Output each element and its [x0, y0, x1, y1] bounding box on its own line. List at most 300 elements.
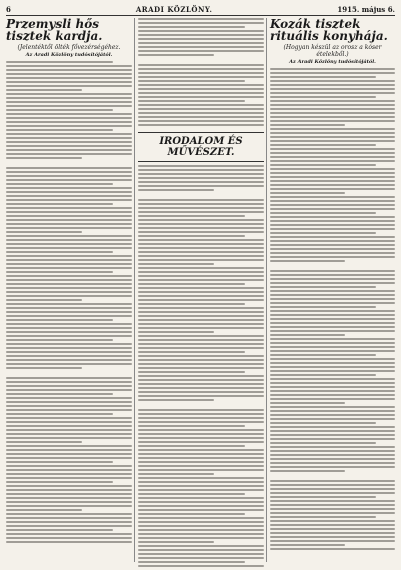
text-line	[6, 271, 113, 273]
text-line	[270, 256, 395, 258]
page-header	[6, 3, 395, 16]
text-line	[6, 339, 113, 341]
column-right	[270, 18, 395, 564]
text-line	[270, 362, 395, 364]
text-line	[138, 375, 264, 377]
text-line	[6, 465, 132, 467]
text-line	[138, 399, 214, 401]
text-line	[270, 100, 395, 102]
text-line	[270, 252, 395, 254]
article-headline: Przemysli hős tisztek kardja.	[6, 17, 103, 43]
text-line	[270, 236, 395, 238]
text-line	[138, 421, 264, 423]
text-line	[138, 441, 264, 443]
text-line	[6, 187, 132, 189]
text-line	[270, 500, 395, 502]
text-line	[6, 311, 132, 313]
text-line	[138, 46, 264, 48]
text-line	[6, 73, 132, 75]
text-line	[6, 231, 82, 233]
text-line	[138, 219, 264, 221]
text-line	[270, 334, 345, 336]
text-line	[270, 454, 395, 456]
text-line	[138, 263, 214, 265]
text-line	[138, 30, 264, 32]
text-line	[138, 417, 264, 419]
text-line	[138, 485, 264, 487]
text-line	[138, 453, 264, 455]
text-line	[6, 129, 113, 131]
text-line	[6, 525, 132, 527]
text-line	[270, 164, 376, 166]
text-line	[270, 382, 395, 384]
text-line	[6, 97, 132, 99]
text-line	[138, 549, 264, 551]
text-line	[138, 177, 264, 179]
text-line	[138, 425, 245, 427]
text-line	[138, 553, 264, 555]
text-line	[6, 489, 132, 491]
text-line	[270, 350, 395, 352]
text-line	[138, 108, 264, 110]
text-line	[138, 255, 264, 257]
text-line	[270, 270, 395, 272]
text-line	[270, 480, 395, 482]
text-line	[6, 473, 132, 475]
text-line	[270, 488, 395, 490]
text-line	[6, 195, 132, 197]
text-line	[138, 311, 264, 313]
text-line	[6, 191, 132, 193]
text-line	[6, 469, 132, 471]
text-line	[270, 120, 395, 122]
text-line	[138, 68, 264, 70]
text-line	[6, 263, 132, 265]
text-line	[270, 68, 395, 70]
text-line	[6, 259, 132, 261]
text-line	[270, 536, 395, 538]
text-line	[6, 81, 132, 83]
text-line	[270, 104, 395, 106]
text-line	[270, 318, 395, 320]
text-line	[6, 477, 132, 479]
text-line	[138, 449, 264, 451]
text-line	[6, 335, 132, 337]
text-line	[270, 306, 376, 308]
text-line	[6, 167, 132, 169]
text-line	[270, 496, 376, 498]
text-line	[6, 315, 132, 317]
text-line	[138, 473, 214, 475]
text-line	[270, 132, 395, 134]
text-line	[270, 512, 395, 514]
text-line	[138, 413, 264, 415]
text-line	[6, 113, 132, 115]
text-line	[270, 540, 395, 542]
article-subheading: (Hogyan készül az orosz a kóser ételekből.)	[283, 44, 382, 58]
text-line	[6, 251, 113, 253]
text-line	[270, 260, 345, 262]
text-line	[270, 192, 345, 194]
text-line	[138, 379, 264, 381]
text-line	[138, 291, 264, 293]
text-line	[138, 363, 264, 365]
text-line	[6, 433, 132, 435]
text-line	[6, 279, 132, 281]
text-line	[6, 69, 132, 71]
text-line	[138, 509, 264, 511]
text-line	[6, 235, 132, 237]
text-line	[270, 470, 345, 472]
text-line	[138, 215, 245, 217]
text-line	[138, 112, 264, 114]
text-line	[138, 299, 264, 301]
text-line	[138, 433, 264, 435]
text-line	[6, 461, 113, 463]
text-line	[270, 156, 395, 158]
text-line	[270, 294, 395, 296]
text-line	[138, 339, 264, 341]
text-line	[138, 561, 245, 563]
text-line	[270, 84, 395, 86]
text-line	[6, 355, 132, 357]
text-line	[270, 520, 395, 522]
text-line	[270, 290, 395, 292]
text-line	[6, 149, 132, 151]
text-line	[138, 371, 245, 373]
text-line	[270, 180, 395, 182]
text-line	[270, 80, 395, 82]
text-line	[270, 458, 395, 460]
text-line	[6, 175, 132, 177]
text-line	[270, 184, 395, 186]
text-line	[6, 109, 113, 111]
text-line	[6, 485, 132, 487]
text-line	[6, 291, 132, 293]
text-line	[270, 212, 376, 214]
text-line	[270, 148, 395, 150]
text-line	[138, 383, 264, 385]
text-line	[270, 244, 395, 246]
text-line	[138, 104, 264, 106]
text-line	[270, 358, 395, 360]
issue-date: 1915. május 6.	[337, 4, 395, 14]
text-line	[6, 385, 132, 387]
text-line	[6, 453, 132, 455]
text-line	[270, 418, 395, 420]
text-line	[6, 343, 132, 345]
text-line	[138, 203, 264, 205]
text-line	[6, 401, 132, 403]
text-line	[6, 179, 132, 181]
article-body	[138, 165, 264, 567]
text-line	[270, 310, 395, 312]
text-line	[138, 34, 264, 36]
text-line	[270, 168, 395, 170]
text-line	[138, 327, 264, 329]
text-line	[270, 228, 395, 230]
text-line	[6, 141, 132, 143]
text-line	[270, 172, 395, 174]
text-line	[270, 220, 395, 222]
text-line	[6, 303, 132, 305]
text-line	[138, 18, 264, 20]
text-line	[6, 295, 132, 297]
text-line	[270, 402, 345, 404]
text-line	[270, 378, 395, 380]
text-line	[6, 283, 132, 285]
text-line	[270, 394, 395, 396]
text-line	[6, 405, 132, 407]
text-line	[270, 370, 395, 372]
text-line	[6, 211, 132, 213]
text-line	[6, 323, 132, 325]
text-line	[6, 397, 132, 399]
text-line	[270, 390, 395, 392]
text-line	[6, 275, 132, 277]
text-line	[6, 223, 132, 225]
text-line	[6, 359, 132, 361]
text-line	[270, 508, 395, 510]
text-line	[270, 442, 376, 444]
text-line	[138, 437, 264, 439]
text-line	[138, 173, 264, 175]
text-line	[6, 505, 132, 507]
text-line	[138, 501, 264, 503]
text-line	[138, 42, 264, 44]
text-line	[6, 267, 132, 269]
text-line	[6, 331, 132, 333]
text-line	[6, 133, 132, 135]
text-line	[270, 76, 376, 78]
text-line	[270, 414, 395, 416]
text-line	[6, 319, 113, 321]
text-line	[138, 493, 245, 495]
text-line	[138, 359, 264, 361]
text-line	[138, 307, 264, 309]
text-line	[138, 409, 264, 411]
text-line	[6, 117, 132, 119]
text-line	[138, 169, 264, 171]
text-line	[138, 275, 264, 277]
text-line	[138, 489, 264, 491]
text-line	[6, 157, 82, 159]
text-line	[138, 537, 264, 539]
text-line	[270, 274, 395, 276]
text-line	[138, 367, 264, 369]
text-line	[6, 517, 132, 519]
text-line	[138, 50, 264, 52]
text-line	[6, 153, 132, 155]
column-divider	[134, 18, 135, 562]
text-line	[270, 492, 395, 494]
text-line	[6, 449, 132, 451]
text-line	[270, 152, 395, 154]
text-line	[138, 251, 264, 253]
text-line	[6, 299, 82, 301]
text-line	[138, 72, 264, 74]
text-line	[138, 181, 264, 183]
text-line	[6, 93, 132, 95]
text-line	[138, 351, 245, 353]
text-line	[138, 391, 264, 393]
text-line	[6, 501, 132, 503]
text-line	[6, 409, 132, 411]
text-line	[138, 100, 245, 102]
text-line	[6, 441, 82, 443]
text-line	[270, 326, 395, 328]
text-line	[270, 314, 395, 316]
text-line	[138, 287, 264, 289]
text-line	[270, 386, 395, 388]
text-line	[270, 160, 395, 162]
text-line	[6, 307, 132, 309]
text-line	[6, 529, 113, 531]
text-line	[270, 544, 345, 546]
text-line	[270, 88, 395, 90]
column-left	[6, 18, 132, 564]
text-line	[270, 366, 395, 368]
text-line	[270, 286, 376, 288]
text-line	[6, 363, 132, 365]
text-line	[6, 437, 132, 439]
text-line	[6, 347, 132, 349]
text-line	[270, 342, 395, 344]
text-line	[138, 465, 264, 467]
text-line	[138, 331, 214, 333]
text-line	[270, 504, 395, 506]
text-line	[6, 61, 113, 63]
text-line	[138, 303, 245, 305]
text-line	[270, 462, 395, 464]
text-line	[138, 343, 264, 345]
text-line	[6, 381, 132, 383]
article-byline: Az Aradi Közlöny tudósítójától.	[25, 52, 113, 58]
text-line	[270, 484, 395, 486]
text-line	[270, 338, 395, 340]
text-line	[270, 96, 376, 98]
text-line	[138, 517, 264, 519]
text-line	[138, 207, 264, 209]
text-line	[6, 199, 132, 201]
text-line	[138, 235, 245, 237]
text-line	[138, 429, 264, 431]
text-line	[6, 227, 132, 229]
text-line	[6, 101, 132, 103]
text-line	[138, 347, 264, 349]
text-line	[270, 204, 395, 206]
text-line	[270, 92, 395, 94]
text-line	[270, 410, 395, 412]
text-line	[6, 219, 132, 221]
text-line	[138, 247, 264, 249]
text-line	[6, 137, 132, 139]
text-line	[6, 367, 82, 369]
text-line	[6, 417, 132, 419]
text-line	[270, 108, 395, 110]
text-line	[138, 477, 264, 479]
column-divider	[266, 18, 267, 562]
text-line	[138, 469, 264, 471]
article-subheading: (Jelentéktől ölték fővezérségéhez.	[17, 44, 121, 51]
text-line	[6, 85, 132, 87]
text-line	[138, 395, 264, 397]
text-line	[6, 493, 132, 495]
text-line	[270, 232, 376, 234]
text-line	[270, 426, 395, 428]
text-line	[6, 77, 132, 79]
text-line	[270, 430, 395, 432]
text-line	[138, 223, 264, 225]
text-line	[270, 466, 395, 468]
text-line	[270, 406, 395, 408]
text-line	[270, 516, 376, 518]
article-headline: Kozák tisztek rituális konyhája.	[270, 17, 388, 43]
text-line	[138, 64, 264, 66]
text-line	[6, 533, 132, 535]
text-line	[6, 413, 113, 415]
text-line	[6, 327, 132, 329]
text-line	[138, 243, 264, 245]
text-line	[6, 537, 132, 539]
text-line	[138, 96, 264, 98]
text-line	[270, 188, 395, 190]
text-line	[270, 398, 395, 400]
text-line	[138, 319, 264, 321]
text-line	[6, 121, 132, 123]
text-line	[138, 457, 264, 459]
text-line	[6, 541, 132, 543]
text-line	[270, 72, 395, 74]
text-line	[270, 176, 395, 178]
paper-name: ARADI KÖZLÖNY.	[135, 4, 213, 14]
column-middle	[138, 18, 264, 564]
text-line	[6, 351, 132, 353]
text-line	[6, 377, 132, 379]
text-line	[6, 215, 132, 217]
text-line	[270, 528, 395, 530]
text-line	[6, 457, 132, 459]
text-line	[138, 267, 264, 269]
text-line	[270, 200, 395, 202]
text-line	[270, 216, 395, 218]
text-line	[138, 541, 214, 543]
text-line	[270, 532, 395, 534]
text-line	[138, 259, 264, 261]
text-line	[138, 22, 264, 24]
text-line	[6, 513, 132, 515]
text-line	[138, 120, 264, 122]
text-line	[6, 389, 132, 391]
text-line	[6, 65, 132, 67]
text-line	[6, 393, 113, 395]
text-line	[6, 429, 132, 431]
text-line	[138, 279, 264, 281]
text-line	[138, 80, 245, 82]
text-line	[270, 278, 395, 280]
text-line	[138, 525, 264, 527]
text-line	[138, 461, 264, 463]
text-line	[138, 54, 214, 56]
text-line	[270, 548, 395, 550]
text-line	[138, 557, 264, 559]
text-line	[138, 88, 264, 90]
text-line	[138, 189, 214, 191]
text-line	[270, 302, 395, 304]
text-line	[270, 354, 376, 356]
text-line	[270, 124, 345, 126]
text-line	[138, 505, 264, 507]
